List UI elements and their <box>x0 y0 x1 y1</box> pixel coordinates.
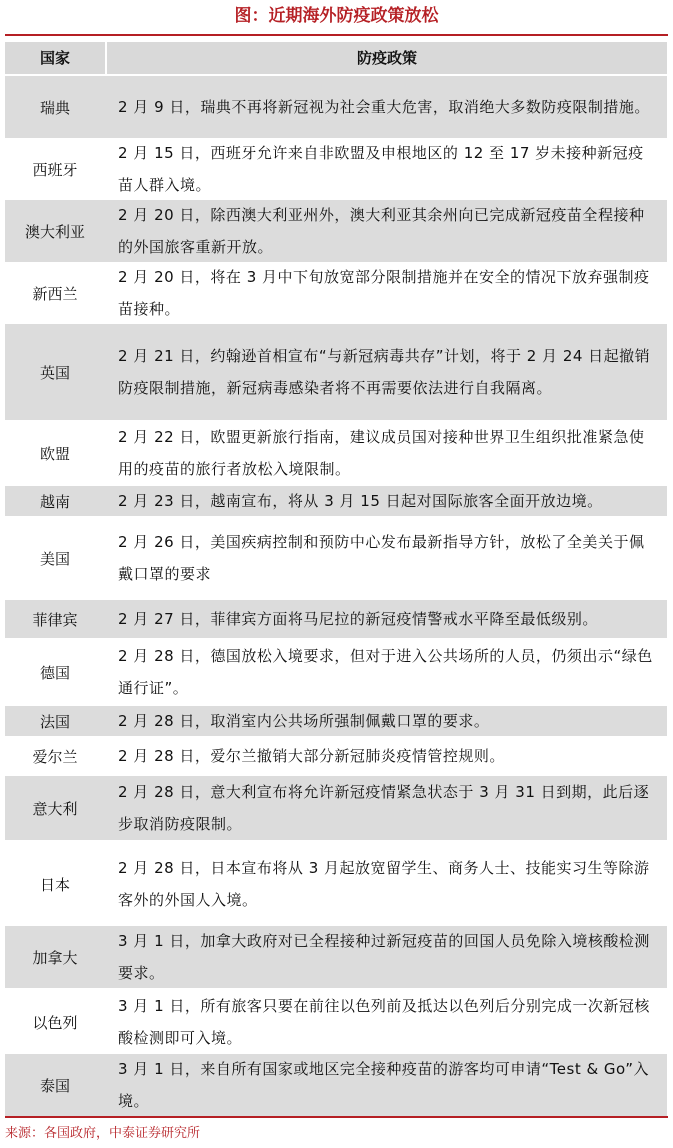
policy-cell <box>118 138 658 200</box>
header-country: 国家 <box>5 42 105 74</box>
country-cell: 日本 <box>39 875 70 894</box>
policy-text: 2 月 28 日，日本宣布将从 3 月起放宽留学生、商务人士、技能实习生等除游客外的外国人入境。 <box>118 859 650 909</box>
policy-text: 2 月 21 日，约翰逊首相宣布“与新冠病毒共存”计划，将于 2 月 24 日起撤销防疫限制措施，新冠病毒感染者将不再需要依法进行自我隔离。 <box>118 347 651 397</box>
country-cell: 瑞典 <box>39 98 70 117</box>
policy-cell <box>118 262 658 324</box>
policy-cell <box>118 842 658 926</box>
country-cell: 爱尔兰 <box>32 747 78 766</box>
policy-cell <box>118 422 658 484</box>
country-cell: 以色列 <box>32 1013 78 1032</box>
policy-cell <box>118 486 658 516</box>
header-policy: 防疫政策 <box>107 42 667 74</box>
country-cell: 西班牙 <box>32 160 78 179</box>
policy-text: 2 月 20 日，将在 3 月中下旬放宽部分限制措施并在安全的情况下放弃强制疫苗接种。 <box>118 268 650 318</box>
source-note: 来源：各国政府，中泰证券研究所 <box>5 1126 201 1141</box>
policy-cell <box>118 706 658 736</box>
policy-text: 2 月 20 日，除西澳大利亚州外，澳大利亚其余州向已完成新冠疫苗全程接种的外国旅客重新开放。 <box>118 206 645 256</box>
policy-cell <box>118 990 658 1054</box>
policy-cell <box>118 76 658 138</box>
policy-text: 3 月 1 日，所有旅客只要在前往以色列前及抵达以色列后分别完成一次新冠核酸检测即可入境。 <box>118 997 650 1047</box>
policy-text: 2 月 23 日，越南宣布，将从 3 月 15 日起对国际旅客全面开放边境。 <box>118 492 603 510</box>
country-cell: 新西兰 <box>32 284 78 303</box>
policy-cell <box>118 640 658 704</box>
country-cell: 法国 <box>39 712 70 731</box>
policy-text: 2 月 27 日，菲律宾方面将马尼拉的新冠疫情警戒水平降至最低级别。 <box>118 610 598 628</box>
country-cell: 加拿大 <box>32 948 78 967</box>
policy-text: 3 月 1 日，加拿大政府对已全程接种过新冠疫苗的回国人员免除入境核酸检测要求。 <box>118 932 650 982</box>
country-cell: 意大利 <box>32 799 78 818</box>
country-cell: 欧盟 <box>39 444 70 463</box>
policy-text: 2 月 28 日，爱尔兰撤销大部分新冠肺炎疫情管控规则。 <box>118 747 505 765</box>
country-cell: 英国 <box>39 363 70 382</box>
policy-text: 2 月 28 日，德国放松入境要求，但对于进入公共场所的人员，仍须出示“绿色通行证”。 <box>118 647 653 697</box>
policy-cell <box>118 776 658 840</box>
title-divider <box>5 34 668 36</box>
bottom-divider <box>5 1116 668 1118</box>
country-cell: 澳大利亚 <box>24 222 85 241</box>
policy-text: 3 月 1 日，来自所有国家或地区完全接种疫苗的游客均可申请“Test & Go”入境。 <box>118 1060 649 1110</box>
policy-text: 2 月 15 日，西班牙允许来自非欧盟及申根地区的 12 至 17 岁未接种新冠疫苗人群入境。 <box>118 144 644 194</box>
figure-title: 图：近期海外防疫政策放松 <box>234 6 439 26</box>
policy-cell <box>118 518 658 598</box>
policy-cell <box>118 926 658 988</box>
country-cell: 美国 <box>39 549 70 568</box>
policy-cell <box>118 324 658 420</box>
policy-text: 2 月 9 日，瑞典不再将新冠视为社会重大危害，取消绝大多数防疫限制措施。 <box>118 98 650 116</box>
policy-text: 2 月 26 日，美国疾病控制和预防中心发布最新指导方针，放松了全美关于佩戴口罩的要求 <box>118 533 645 583</box>
policy-text: 2 月 28 日，取消室内公共场所强制佩戴口罩的要求。 <box>118 712 490 730</box>
country-cell: 越南 <box>39 492 70 511</box>
policy-cell <box>118 600 658 638</box>
country-cell: 菲律宾 <box>32 610 78 629</box>
policy-cell <box>118 200 658 262</box>
policy-cell <box>118 1054 658 1116</box>
country-cell: 泰国 <box>39 1076 70 1095</box>
policy-text: 2 月 22 日，欧盟更新旅行指南，建议成员国对接种世界卫生组织批准紧急使用的疫苗的旅行者放松入境限制。 <box>118 428 645 478</box>
policy-text: 2 月 28 日，意大利宣布将允许新冠疫情紧急状态于 3 月 31 日到期，此后逐步取消防疫限制。 <box>118 783 650 833</box>
country-cell: 德国 <box>39 663 70 682</box>
policy-cell <box>118 738 658 774</box>
